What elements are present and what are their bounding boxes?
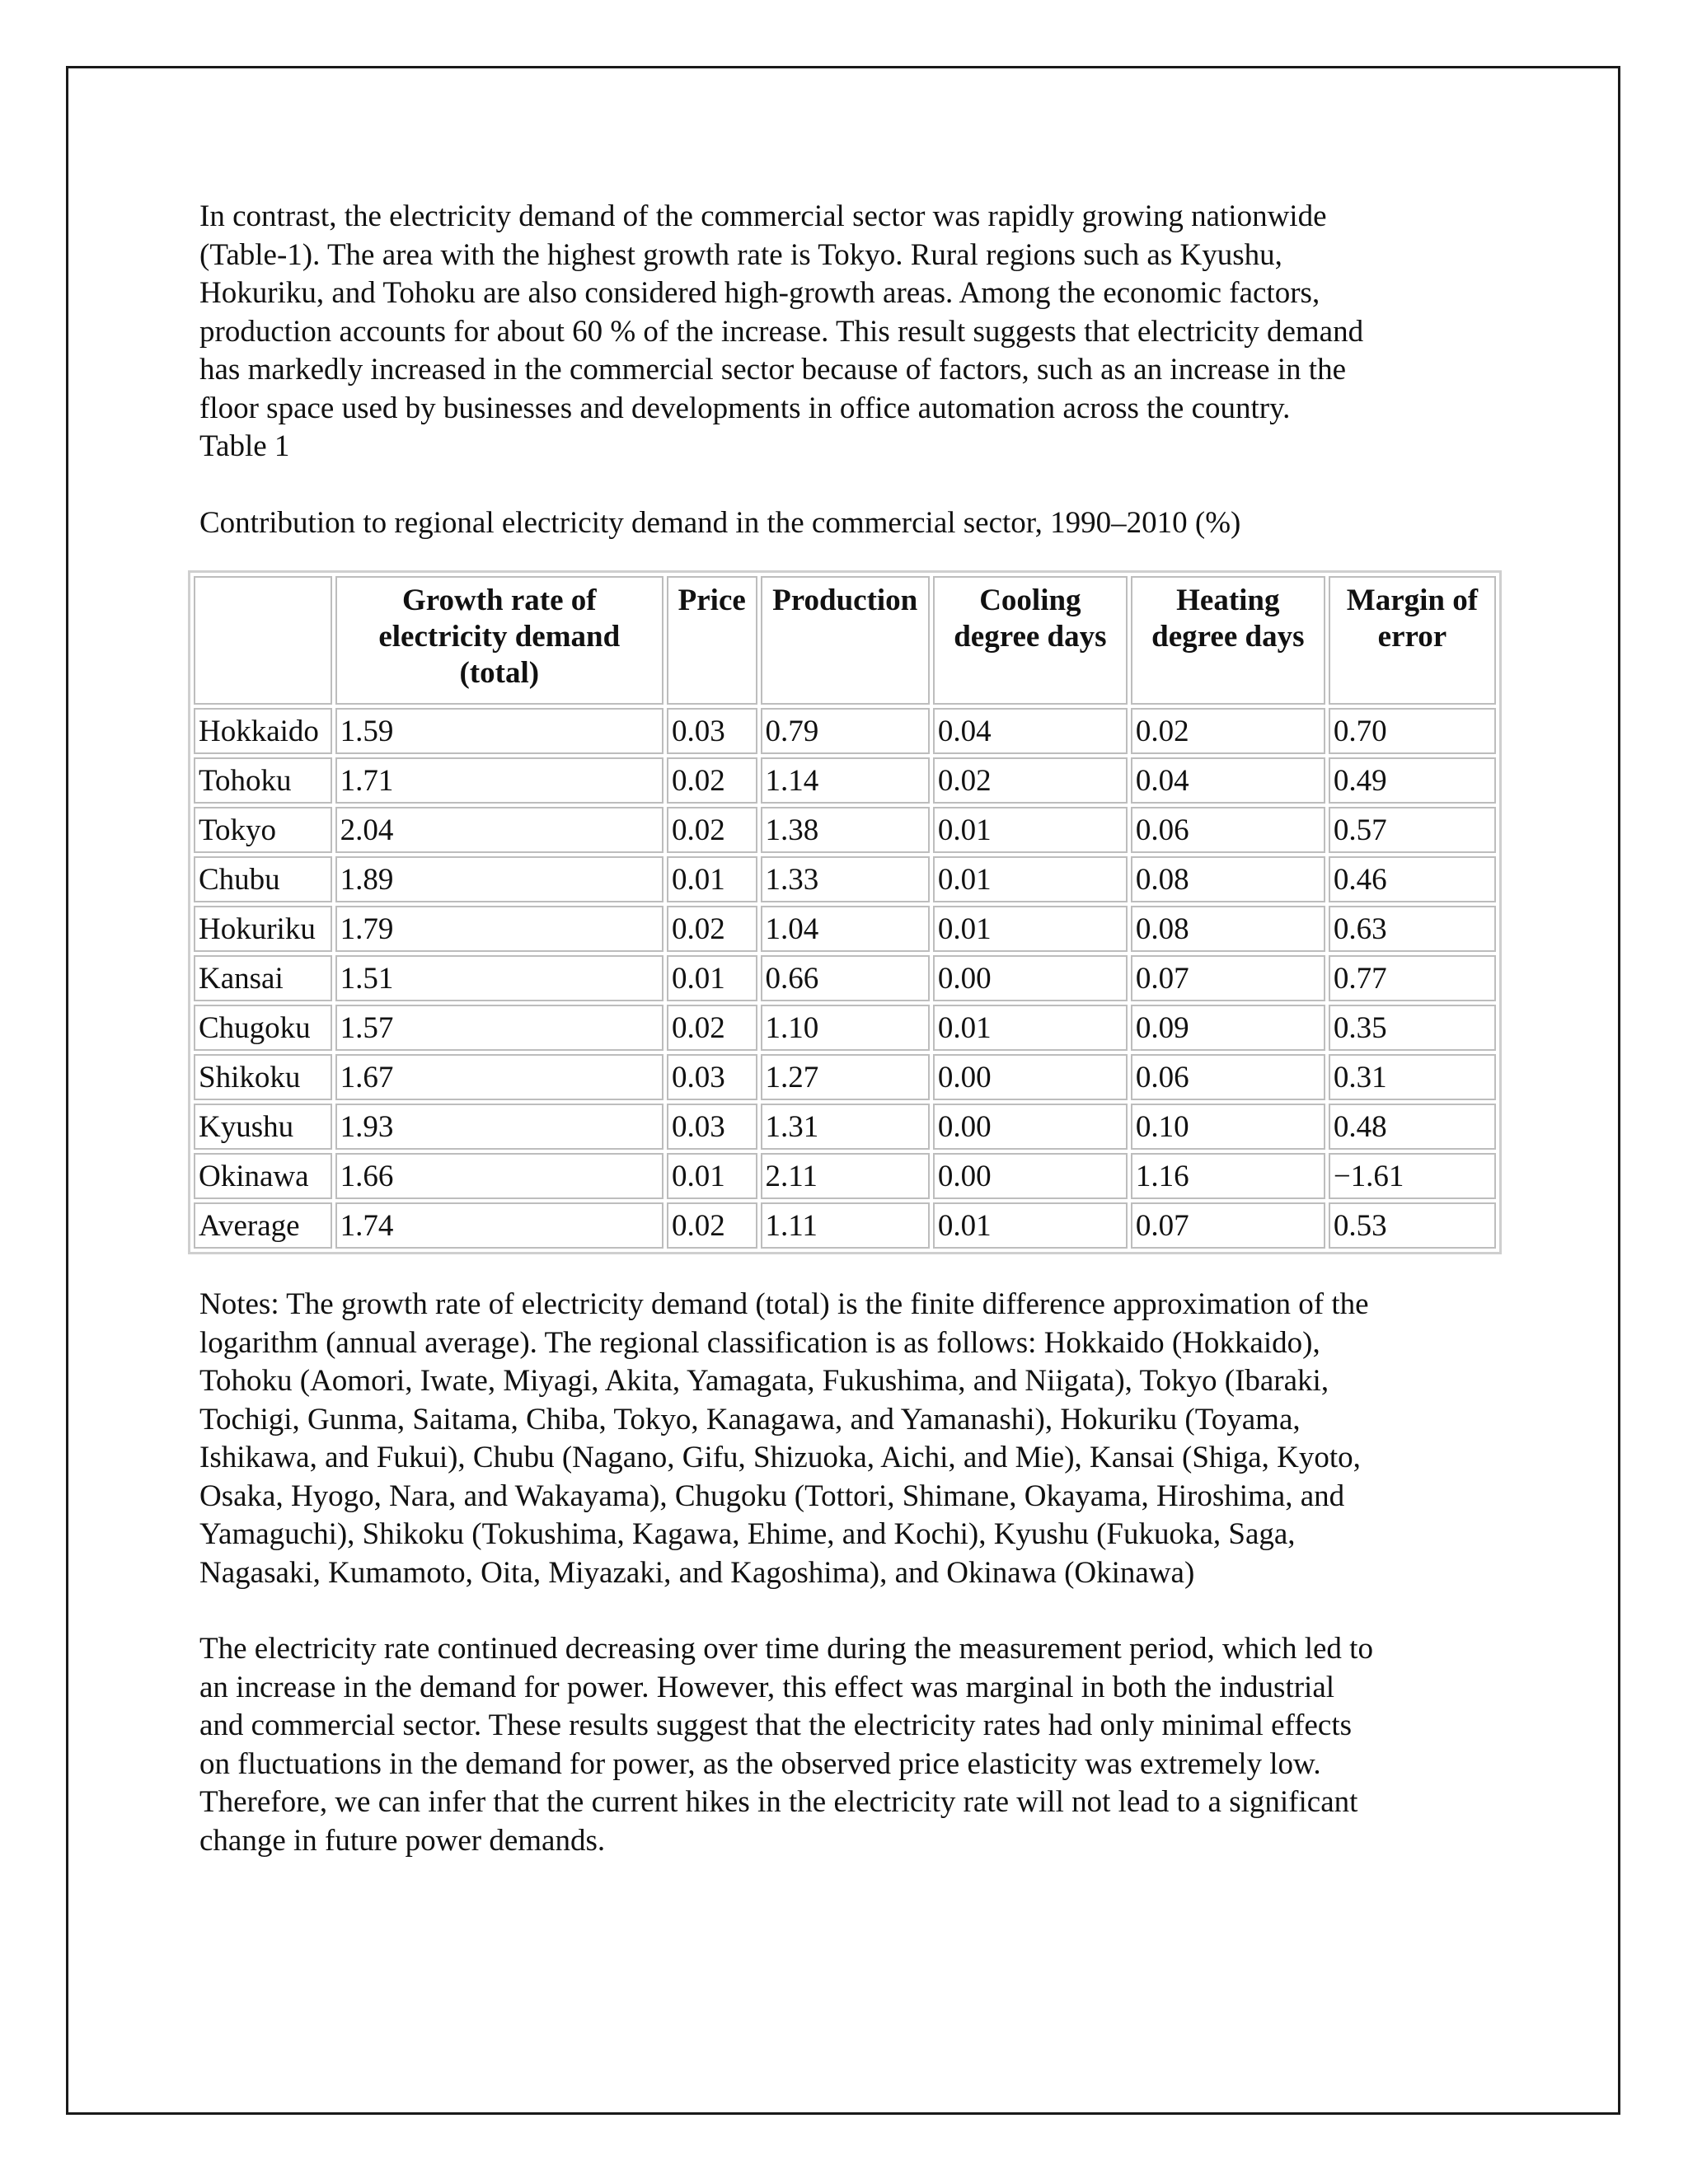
value-cell: 0.04 bbox=[1131, 757, 1325, 804]
text-line: and commercial sector. These results suggest that the electricity rates had only minimal effects bbox=[199, 1708, 1353, 1742]
value-cell: 0.49 bbox=[1329, 757, 1496, 804]
table-label: Table 1 bbox=[199, 429, 290, 463]
value-cell: 0.48 bbox=[1329, 1104, 1496, 1150]
text-line: Yamaguchi), Shikoku (Tokushima, Kagawa, Ehime, and Kochi), Kyushu (Fukuoka, Saga, bbox=[199, 1517, 1296, 1551]
region-cell: Chugoku bbox=[194, 1005, 332, 1051]
value-cell: 0.02 bbox=[933, 757, 1128, 804]
table-row bbox=[194, 708, 1496, 754]
text-line: Ishikawa, and Fukui), Chubu (Nagano, Gifu, Shizuoka, Aichi, and Mie), Kansai (Shiga, Kyoto, bbox=[199, 1441, 1361, 1474]
text-line: The electricity rate continued decreasing over time during the measurement period, which led to bbox=[199, 1632, 1373, 1666]
value-cell: 0.03 bbox=[667, 708, 757, 754]
value-cell: 0.70 bbox=[1329, 708, 1496, 754]
text-line: Osaka, Hyogo, Nara, and Wakayama), Chugoku (Tottori, Shimane, Okayama, Hiroshima, and bbox=[199, 1479, 1345, 1513]
value-cell: 0.31 bbox=[1329, 1054, 1496, 1100]
conclusion-paragraph bbox=[199, 1630, 1502, 1860]
value-cell: 1.74 bbox=[335, 1202, 663, 1249]
region-cell: Kyushu bbox=[194, 1104, 332, 1150]
value-cell: 0.06 bbox=[1131, 1054, 1325, 1100]
table-row bbox=[194, 757, 1496, 804]
value-cell: 0.79 bbox=[761, 708, 930, 754]
value-cell: 0.02 bbox=[667, 807, 757, 853]
text-line: Notes: The growth rate of electricity demand (total) is the finite difference approximation of the bbox=[199, 1287, 1369, 1321]
value-cell: 1.10 bbox=[761, 1005, 930, 1051]
value-cell: 1.04 bbox=[761, 906, 930, 952]
value-cell: 0.46 bbox=[1329, 856, 1496, 902]
value-cell: 0.07 bbox=[1131, 955, 1325, 1001]
value-cell: 0.53 bbox=[1329, 1202, 1496, 1249]
value-cell: 0.00 bbox=[933, 1054, 1128, 1100]
text-line: Nagasaki, Kumamoto, Oita, Miyazaki, and Kagoshima), and Okinawa (Okinawa) bbox=[199, 1555, 1195, 1590]
value-cell: 0.01 bbox=[667, 955, 757, 1001]
text-line: Tohoku (Aomori, Iwate, Miyagi, Akita, Yamagata, Fukushima, and Niigata), Tokyo (Ibaraki, bbox=[199, 1364, 1329, 1398]
table-header-row bbox=[194, 576, 1496, 705]
value-cell: 0.02 bbox=[667, 1202, 757, 1249]
text-line: Hokuriku, and Tohoku are also considered high-growth areas. Among the economic factors, bbox=[199, 276, 1320, 310]
value-cell: 1.67 bbox=[335, 1054, 663, 1100]
value-cell: 2.04 bbox=[335, 807, 663, 853]
value-cell: 1.16 bbox=[1131, 1153, 1325, 1199]
region-cell: Kansai bbox=[194, 955, 332, 1001]
document-body bbox=[199, 198, 1502, 1860]
header-cell: Price bbox=[667, 576, 757, 705]
text-line: Therefore, we can infer that the current hikes in the electricity rate will not lead to a significant bbox=[199, 1785, 1358, 1819]
value-cell: 0.08 bbox=[1131, 906, 1325, 952]
value-cell: 1.59 bbox=[335, 708, 663, 754]
value-cell: 0.01 bbox=[933, 906, 1128, 952]
value-cell: 1.31 bbox=[761, 1104, 930, 1150]
region-cell: Average bbox=[194, 1202, 332, 1249]
value-cell: 0.63 bbox=[1329, 906, 1496, 952]
value-cell: −1.61 bbox=[1329, 1153, 1496, 1199]
table-row bbox=[194, 1104, 1496, 1150]
table-caption: Contribution to regional electricity demand in the commercial sector, 1990–2010 (%) bbox=[199, 505, 1241, 540]
region-cell: Chubu bbox=[194, 856, 332, 902]
value-cell: 1.51 bbox=[335, 955, 663, 1001]
value-cell: 0.01 bbox=[933, 807, 1128, 853]
region-cell: Hokuriku bbox=[194, 906, 332, 952]
text-line: on fluctuations in the demand for power, as the observed price elasticity was extremely low. bbox=[199, 1746, 1321, 1781]
value-cell: 1.89 bbox=[335, 856, 663, 902]
value-cell: 1.14 bbox=[761, 757, 930, 804]
value-cell: 0.66 bbox=[761, 955, 930, 1001]
table-row bbox=[194, 906, 1496, 952]
value-cell: 1.11 bbox=[761, 1202, 930, 1249]
value-cell: 0.04 bbox=[933, 708, 1128, 754]
value-cell: 0.35 bbox=[1329, 1005, 1496, 1051]
text-line: floor space used by businesses and developments in office automation across the country. bbox=[199, 391, 1291, 425]
value-cell: 0.02 bbox=[1131, 708, 1325, 754]
value-cell: 0.01 bbox=[667, 856, 757, 902]
value-cell: 0.07 bbox=[1131, 1202, 1325, 1249]
header-cell: Cooling degree days bbox=[933, 576, 1128, 705]
table-row bbox=[194, 1153, 1496, 1199]
table-notes bbox=[199, 1286, 1502, 1592]
table-row bbox=[194, 807, 1496, 853]
text-line: Tochigi, Gunma, Saitama, Chiba, Tokyo, Kanagawa, and Yamanashi), Hokuriku (Toyama, bbox=[199, 1402, 1301, 1436]
header-cell: Margin of error bbox=[1329, 576, 1496, 705]
value-cell: 0.00 bbox=[933, 1104, 1128, 1150]
value-cell: 0.02 bbox=[667, 1005, 757, 1051]
value-cell: 2.11 bbox=[761, 1153, 930, 1199]
intro-paragraph bbox=[199, 198, 1502, 428]
table-row bbox=[194, 856, 1496, 902]
header-cell: Heating degree days bbox=[1131, 576, 1325, 705]
header-cell: Growth rate of electricity demand (total) bbox=[335, 576, 663, 705]
value-cell: 0.01 bbox=[933, 1202, 1128, 1249]
value-cell: 1.38 bbox=[761, 807, 930, 853]
value-cell: 1.93 bbox=[335, 1104, 663, 1150]
text-line: an increase in the demand for power. However, this effect was marginal in both the industrial bbox=[199, 1670, 1335, 1704]
value-cell: 1.57 bbox=[335, 1005, 663, 1051]
value-cell: 0.01 bbox=[933, 856, 1128, 902]
text-line: (Table-1). The area with the highest growth rate is Tokyo. Rural regions such as Kyushu, bbox=[199, 237, 1282, 272]
header-cell: Production bbox=[761, 576, 930, 705]
header-cell bbox=[194, 576, 332, 705]
value-cell: 0.01 bbox=[933, 1005, 1128, 1051]
value-cell: 1.66 bbox=[335, 1153, 663, 1199]
value-cell: 0.01 bbox=[667, 1153, 757, 1199]
value-cell: 0.00 bbox=[933, 955, 1128, 1001]
value-cell: 0.00 bbox=[933, 1153, 1128, 1199]
data-table bbox=[188, 570, 1502, 1254]
value-cell: 0.77 bbox=[1329, 955, 1496, 1001]
value-cell: 0.57 bbox=[1329, 807, 1496, 853]
table-row bbox=[194, 1202, 1496, 1249]
value-cell: 0.08 bbox=[1131, 856, 1325, 902]
value-cell: 0.02 bbox=[667, 906, 757, 952]
value-cell: 0.10 bbox=[1131, 1104, 1325, 1150]
table-row bbox=[194, 1005, 1496, 1051]
text-line: production accounts for about 60 % of the increase. This result suggests that electricity demand bbox=[199, 314, 1364, 349]
value-cell: 1.27 bbox=[761, 1054, 930, 1100]
text-line: change in future power demands. bbox=[199, 1823, 606, 1858]
value-cell: 0.06 bbox=[1131, 807, 1325, 853]
text-line: logarithm (annual average). The regional classification is as follows: Hokkaido (Hokkaido), bbox=[199, 1325, 1320, 1360]
region-cell: Tokyo bbox=[194, 807, 332, 853]
region-cell: Shikoku bbox=[194, 1054, 332, 1100]
value-cell: 0.09 bbox=[1131, 1005, 1325, 1051]
region-cell: Tohoku bbox=[194, 757, 332, 804]
table-row bbox=[194, 1054, 1496, 1100]
region-cell: Okinawa bbox=[194, 1153, 332, 1199]
value-cell: 0.03 bbox=[667, 1054, 757, 1100]
value-cell: 0.02 bbox=[667, 757, 757, 804]
value-cell: 1.33 bbox=[761, 856, 930, 902]
table-row bbox=[194, 955, 1496, 1001]
value-cell: 1.71 bbox=[335, 757, 663, 804]
text-line: has markedly increased in the commercial sector because of factors, such as an increase in the bbox=[199, 353, 1347, 387]
text-line: In contrast, the electricity demand of the commercial sector was rapidly growing nationwide bbox=[199, 199, 1327, 233]
value-cell: 1.79 bbox=[335, 906, 663, 952]
region-cell: Hokkaido bbox=[194, 708, 332, 754]
value-cell: 0.03 bbox=[667, 1104, 757, 1150]
